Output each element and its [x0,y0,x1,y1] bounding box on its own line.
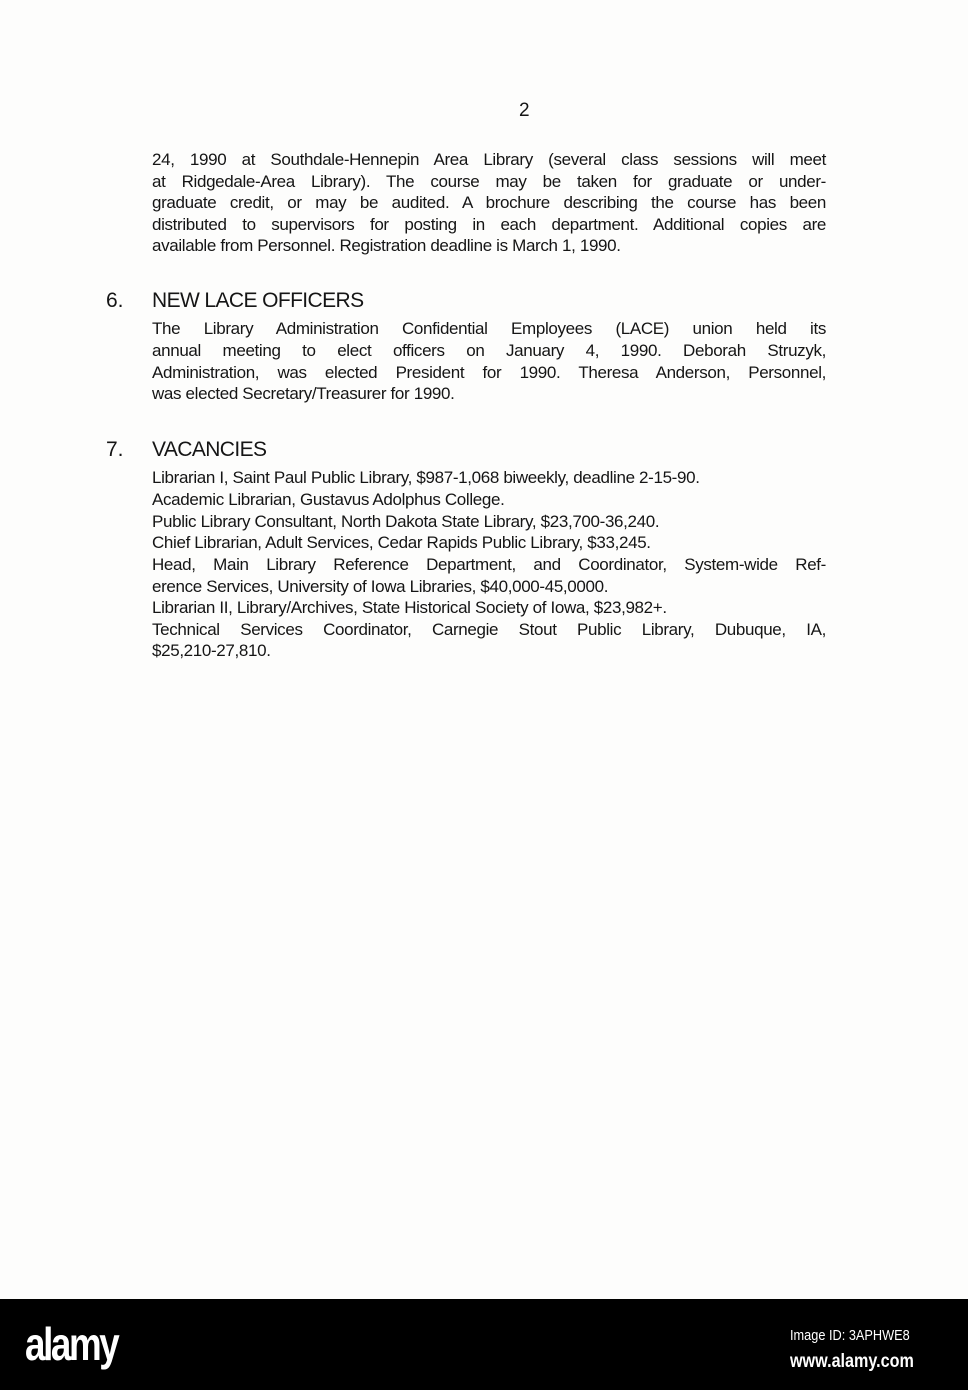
vacancy-line: Librarian II, Library/Archives, State Historical Society of Iowa, $23,982+. [152,598,667,617]
page-number: 2 [519,100,530,121]
vacancy-line: Librarian I, Saint Paul Public Library, $987-1,068 biweekly, deadline 2-15-90. [152,468,700,487]
paragraph-line: Administration, was elected President for 1990. Theresa Anderson, Personnel, [152,363,826,382]
vacancy-line: Academic Librarian, Gustavus Adolphus College. [152,490,505,509]
section-heading: VACANCIES [152,438,267,461]
paragraph-line: 24, 1990 at Southdale-Hennepin Area Library (several class sessions will meet [152,150,826,169]
paragraph-line: was elected Secretary/Treasurer for 1990. [152,384,455,403]
paragraph-line: graduate credit, or may be audited. A brochure describing the course has been [152,193,826,212]
vacancy-line: Head, Main Library Reference Department, and Coordinator, System-wide Ref- [152,555,826,574]
watermark-bar [0,1299,968,1390]
vacancy-line: $25,210-27,810. [152,641,271,660]
section-number: 7. [106,438,124,461]
paragraph-line: distributed to supervisors for posting in each department. Additional copies are [152,215,826,234]
paragraph-line: The Library Administration Confidential Employees (LACE) union held its [152,319,826,338]
section-heading: NEW LACE OFFICERS [152,289,364,312]
image-id: Image ID: 3APHWE8 [790,1327,910,1344]
vacancy-line: erence Services, University of Iowa Libraries, $40,000-45,0000. [152,577,609,596]
paragraph-line: at Ridgedale-Area Library). The course may be taken for graduate or under- [152,172,826,191]
vacancy-line: Technical Services Coordinator, Carnegie Stout Public Library, Dubuque, IA, [152,620,826,639]
watermark-url: www.alamy.com [790,1351,914,1372]
section-number: 6. [106,289,124,312]
paragraph-line: annual meeting to elect officers on January 4, 1990. Deborah Struzyk, [152,341,826,360]
vacancy-line: Chief Librarian, Adult Services, Cedar Rapids Public Library, $33,245. [152,533,651,552]
vacancy-line: Public Library Consultant, North Dakota State Library, $23,700-36,240. [152,512,660,531]
paragraph-line: available from Personnel. Registration deadline is March 1, 1990. [152,236,621,255]
alamy-logo: alamy [25,1318,118,1370]
